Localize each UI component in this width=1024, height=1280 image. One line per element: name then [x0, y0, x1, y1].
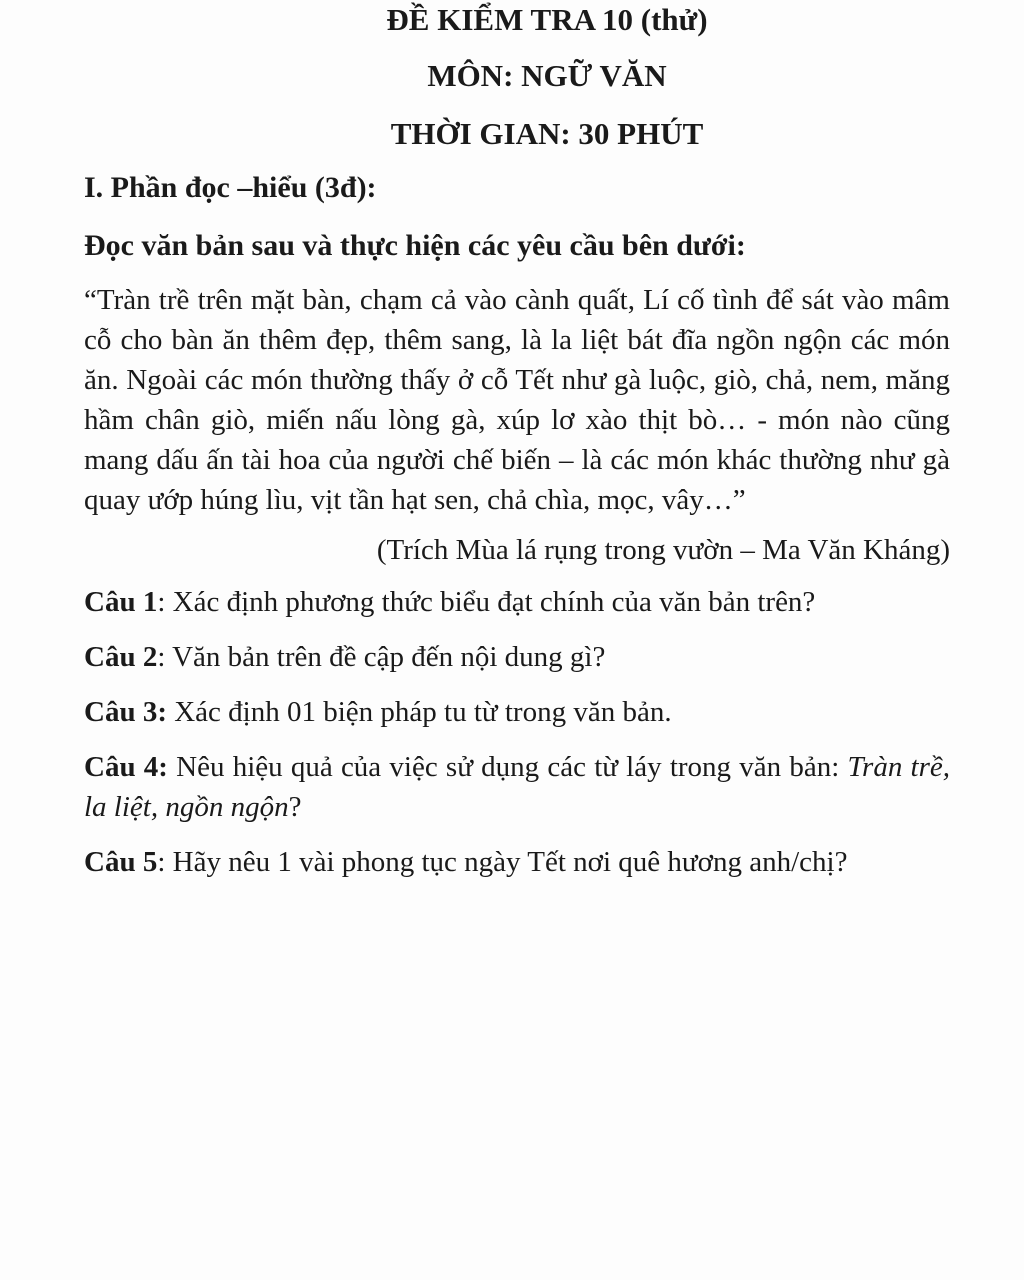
question-2	[84, 637, 950, 677]
question-label: Câu 2	[84, 641, 158, 673]
question-label: Câu 1	[84, 586, 158, 618]
question-italic-words: Tràn trề, la liệt, ngồn ngộn	[84, 751, 950, 823]
question-text: Nêu hiệu quả của việc sử dụng các từ láy trong văn bản:	[167, 751, 848, 783]
exam-title: ĐỀ KIỂM TRA 10 (thử)	[386, 2, 708, 37]
question-5	[84, 842, 950, 882]
question-text: : Văn bản trên đề cập đến nội dung gì?	[157, 641, 606, 673]
exam-subject: MÔN: NGỮ VĂN	[427, 58, 667, 93]
question-1	[84, 582, 950, 622]
passage-source: (Trích Mùa lá rụng trong vườn – Ma Văn Kháng)	[376, 534, 950, 566]
question-label: Câu 5	[84, 846, 158, 878]
question-text: : Hãy nêu 1 vài phong tục ngày Tết nơi quê hương anh/chị?	[157, 846, 848, 878]
section-title: I. Phần đọc –hiểu (3đ):	[84, 171, 377, 204]
exam-time: THỜI GIAN: 30 PHÚT	[390, 116, 704, 151]
question-label: Câu 4:	[84, 751, 168, 783]
reading-passage: “Tràn trề trên mặt bàn, chạm cả vào cành quất, Lí cố tình để sát vào mâm cỗ cho bàn ăn thêm đẹp, thêm sang, là la liệt bát đĩa ngồn ngộn các món ăn. Ngoài các món thường thấy ở cỗ Tết như gà luộc, giò, chả, nem, măng hầm chân giò, miến nấu lòng gà, xúp lơ xào thịt bò… - món nào cũng mang dấu ấn tài hoa của người chế biến – là các món khác thường như gà quay ướp húng lìu, vịt tần hạt sen, chả chìa, mọc, vây…”	[84, 284, 950, 516]
question-text: Xác định 01 biện pháp tu từ trong văn bản.	[166, 696, 672, 728]
question-tail: ?	[288, 791, 302, 823]
question-4	[84, 747, 950, 827]
question-3	[84, 692, 950, 732]
section-instruction: Đọc văn bản sau và thực hiện các yêu cầu bên dưới:	[84, 229, 746, 262]
question-text: : Xác định phương thức biểu đạt chính của văn bản trên?	[157, 586, 816, 618]
exam-content	[84, 168, 950, 897]
question-label: Câu 3:	[84, 696, 167, 728]
